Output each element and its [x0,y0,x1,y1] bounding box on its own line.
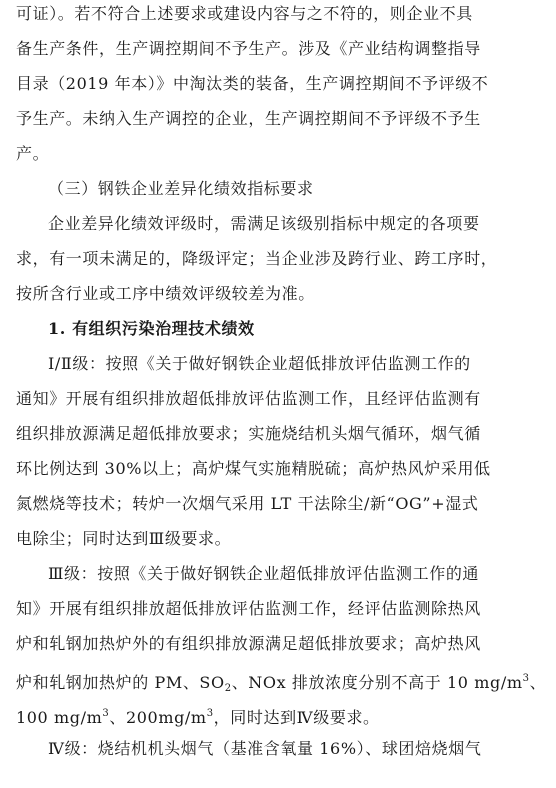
paragraph-line: 按所含行业或工序中绩效评级较差为准。 [16,284,315,303]
text-run: 、 [529,673,547,692]
paragraph-line: 通知》开展有组织排放超低排放评估监测工作，且经评估监测有 [16,389,481,408]
superscript: 3 [522,673,530,684]
paragraph-line: Ⅳ级：烧结机机头烟气（基准含氧量 16%）、球团焙烧烟气 [48,739,482,758]
superscript: 3 [102,708,110,719]
paragraph-line: 可证）。若不符合上述要求或建设内容与之不符的，则企业不具 [16,4,473,23]
text-run: 炉和轧钢加热炉的 PM、SO [16,673,225,692]
emission-limits-line [16,704,540,728]
paragraph-line: 求，有一项未满足的，降级评定；当企业涉及跨行业、跨工序时， [16,249,498,268]
paragraph-line: 电除尘；同时达到Ⅲ级要求。 [16,529,232,548]
paragraph-line: Ⅰ/Ⅱ级：按照《关于做好钢铁企业超低排放评估监测工作的 [48,354,471,373]
text-run: 、NOx 排放浓度分别不高于 10 mg/m [231,673,523,692]
text-run: 、200mg/m [109,708,207,727]
paragraph-line: 企业差异化绩效评级时，需满足该级别指标中规定的各项要 [48,214,480,233]
subscript: 2 [224,683,232,694]
paragraph-line: 产。 [16,144,50,163]
paragraph-line: 目录（2019 年本）》中淘汰类的装备，生产调控期间不予评级不 [16,74,489,93]
emission-limits-line [16,669,547,699]
text-run: 100 mg/m [16,708,103,727]
paragraph-line: 知》开展有组织排放超低排放评估监测工作，经评估监测除热风 [16,599,481,618]
paragraph-line: 炉和轧钢加热炉外的有组织排放源满足超低排放要求；高炉热风 [16,634,481,653]
paragraph-line: 备生产条件，生产调控期间不予生产。涉及《产业结构调整指导 [16,39,481,58]
paragraph-line: 环比例达到 30%以上；高炉煤气实施精脱硫；高炉热风炉采用低 [16,459,491,478]
superscript: 3 [206,708,214,719]
paragraph-line: 予生产。未纳入生产调控的企业，生产调控期间不予评级不予生 [16,109,481,128]
section-heading: （三）钢铁企业差异化绩效指标要求 [48,179,314,198]
subsection-heading: 1. 有组织污染治理技术绩效 [48,319,255,338]
paragraph-line: 氮燃烧等技术；转炉一次烟气采用 LT 干法除尘/新“OG”+湿式 [16,494,479,513]
paragraph-line: 组织排放源满足超低排放要求；实施烧结机头烟气循环，烟气循 [16,424,481,443]
paragraph-line: Ⅲ级：按照《关于做好钢铁企业超低排放评估监测工作的通 [48,564,480,583]
text-run: ，同时达到Ⅳ级要求。 [213,708,380,727]
